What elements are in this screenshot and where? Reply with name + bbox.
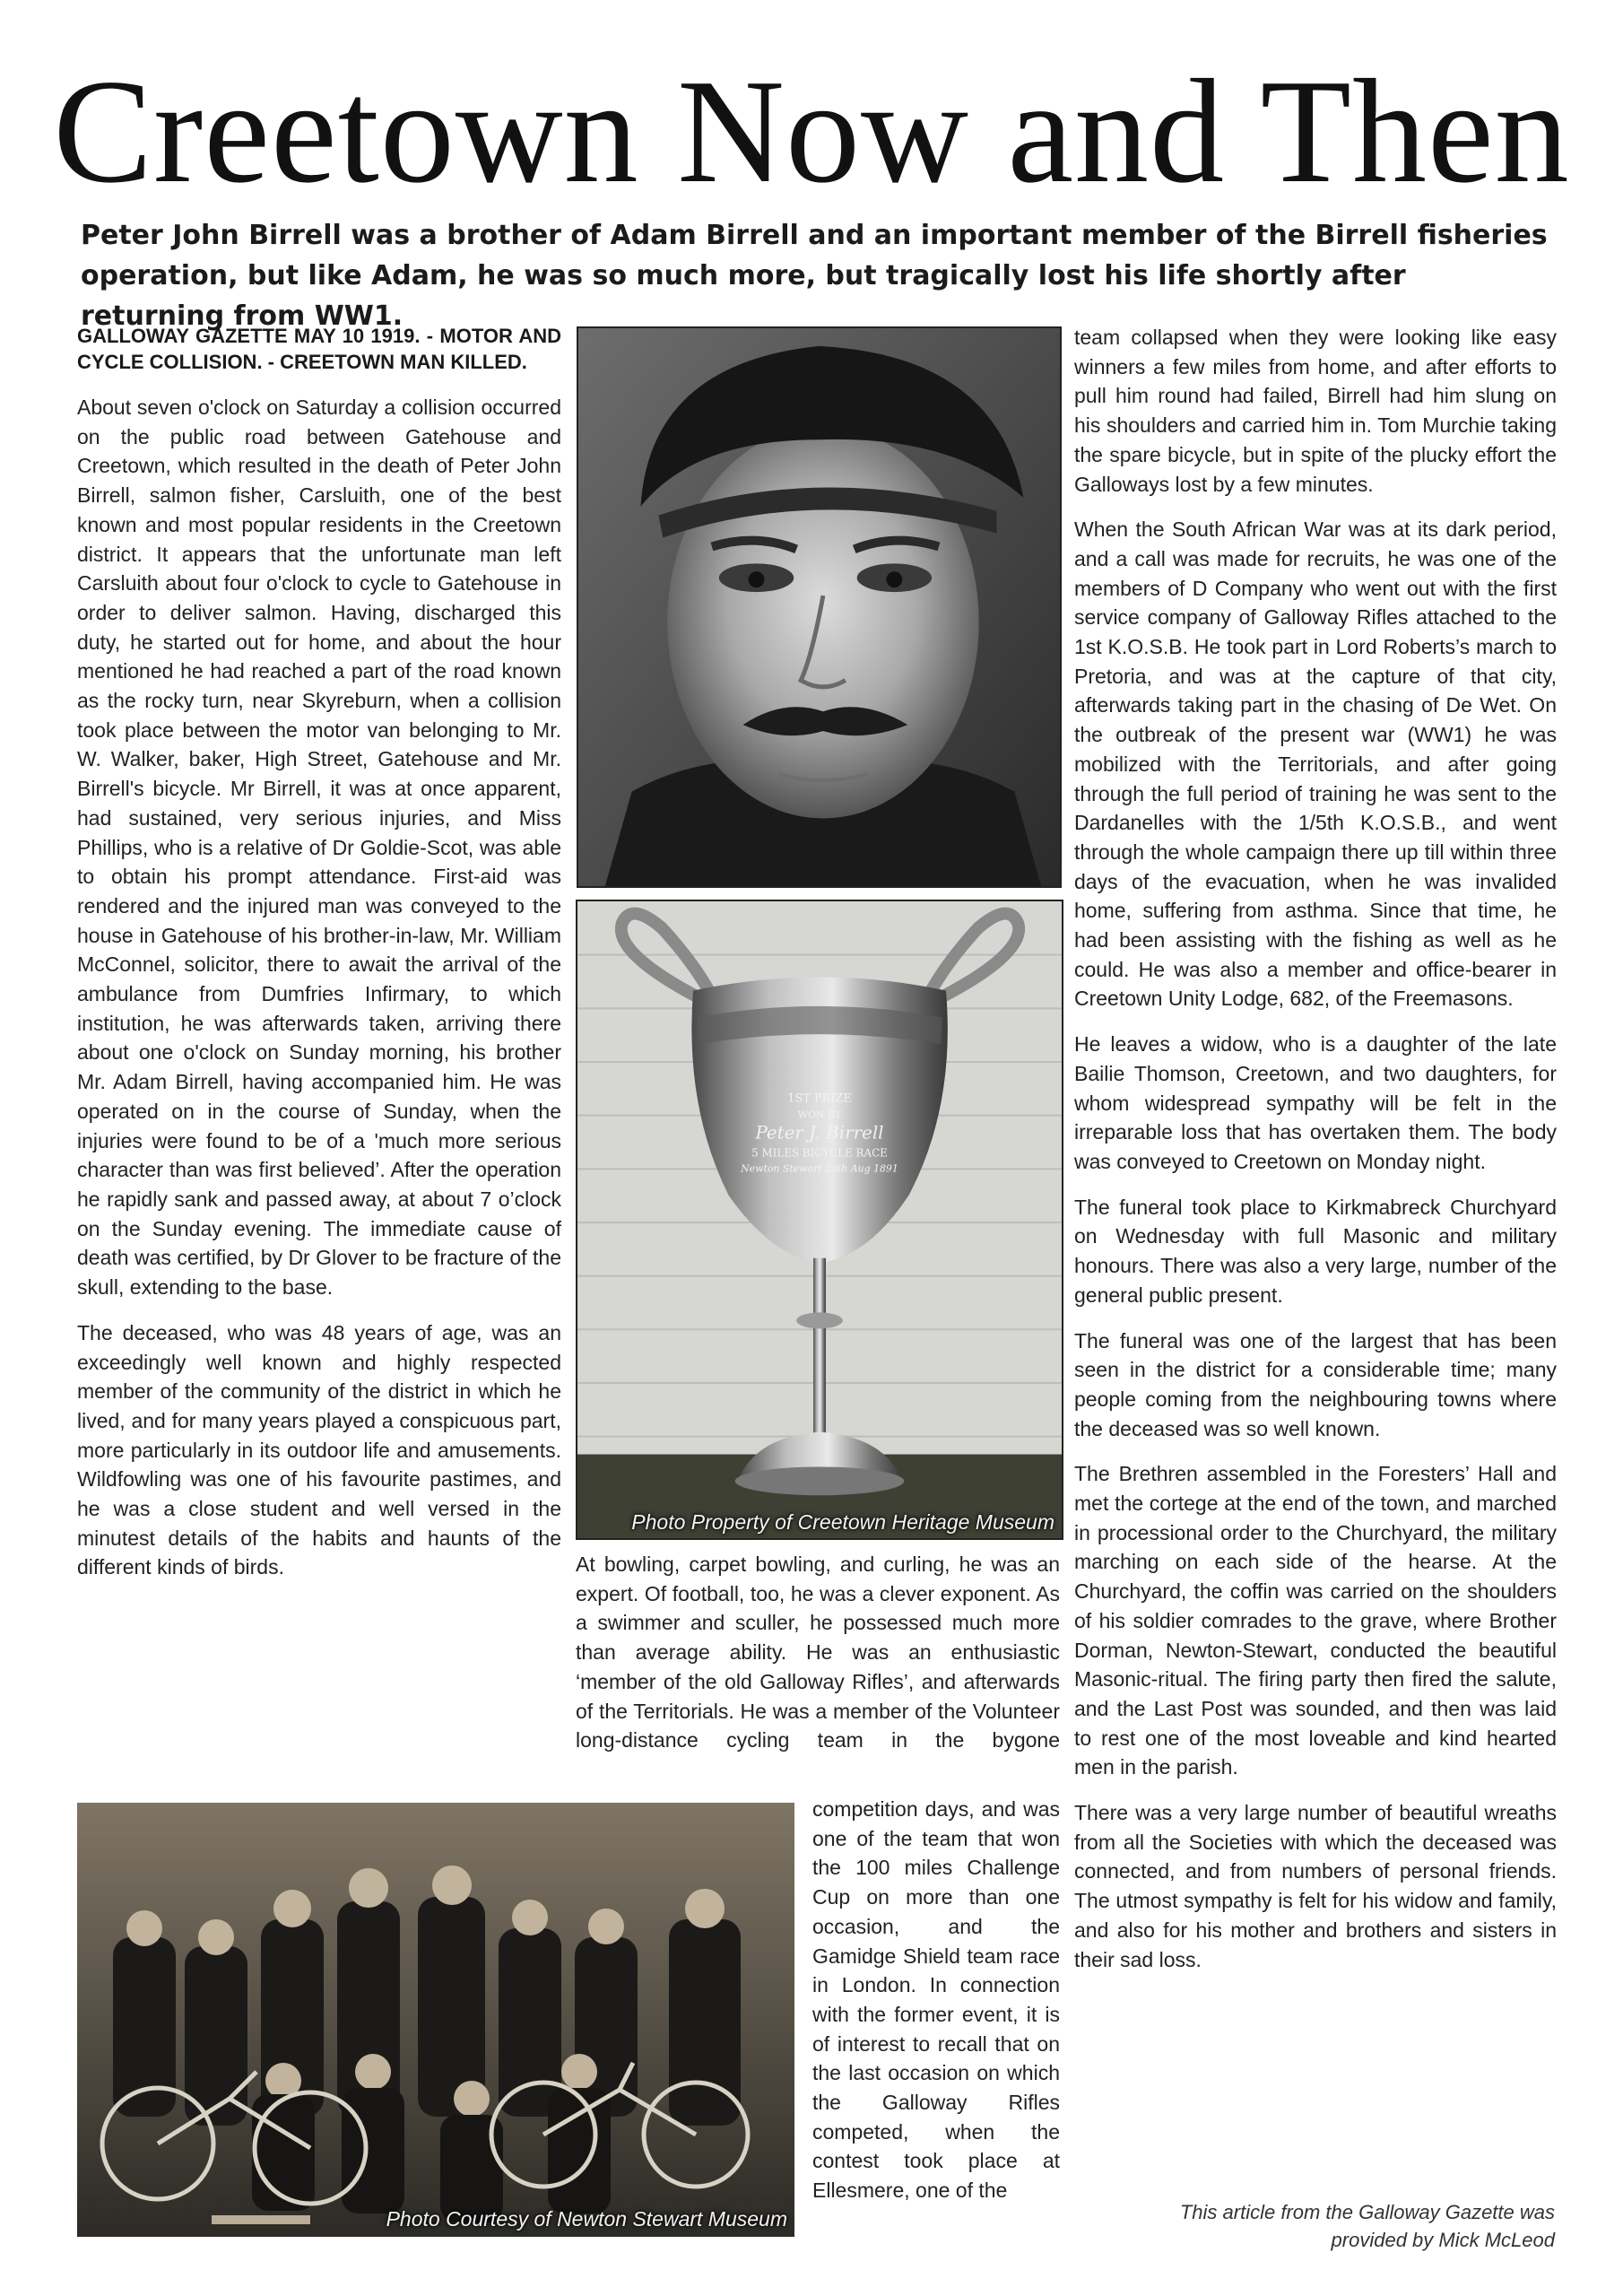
trophy-engraving: WON BY: [797, 1109, 842, 1121]
article-paragraph: At bowling, carpet bowling, and curling, he was an expert. Of football, too, he was a clever exponent. As a swimmer and sculler, he possessed much more than average ability. He was an enthusiastic ‘member of the old Galloway Rifles’, and afterwards of the Territorials. He was a member of the Volunteer long-distance cycling team in the bygone: [576, 1552, 1060, 1752]
article-paragraph: He leaves a widow, who is a daughter of the late Bailie Thomson, Creetown, and two daughters, for whom widespread sympathy will be felt in the irreparable loss that has overtaken them. The body was conveyed to Creetown on Monday night.: [1074, 1032, 1557, 1173]
trophy-engraving: Newton Stewart 20th Aug 1891: [741, 1162, 898, 1175]
article-paragraph: competition days, and was one of the team that won the 100 miles Challenge Cup on more than one occasion, and the Gamidge Shield team race in London. In connection with the former event, it is of interest to recall that on the last occasion on which the Galloway Rifles competed, when the contest took place at Ellesmere, one of the: [812, 1797, 1060, 2203]
article-column-3: [1074, 323, 1557, 1990]
article-paragraph: team collapsed when they were looking like easy winners a few miles from home, and after efforts to pull him round had failed, Birrell had him slung on his shoulders and carried him in. Tom Murchie taking the spare bicycle, but in spite of the plucky effort the Galloways lost by a few minutes.: [1074, 326, 1557, 496]
article-paragraph: When the South African War was at its dark period, and a call was made for recruits, he was one of the members of D Company who went out with the first service company of Galloway Rifles attached to the 1st K.O.S.B. He took part in Lord Roberts’s march to Pretoria, and was at the capture of that city, afterwards taking part in the chasing of De Wet. On the outbreak of the present war (WW1) he was mobilized with the Territorials, and after going through the full period of training he was sent to the Dardanelles with the 1/5th K.O.S.B., and went through the whole campaign there up till within three days of the evacuation, when he was invalided home, suffering from asthma. Since that time, he had been assisting with the fishing as well as he could. He was also a member and office-bearer in Creetown Unity Lodge, 682, of the Freemasons.: [1074, 517, 1557, 1011]
trophy-engraving: 5 MILES BICYCLE RACE: [751, 1146, 888, 1160]
trophy-photo: [576, 900, 1063, 1540]
article-paragraph: The Brethren assembled in the Foresters’ Hall and met the cortege at the end of the town, and marched in processional order to the Churchyard, the military marching on each side of the hearse. At the Churchyard, the coffin was carried on the shoulders of his soldier comrades to the grave, where Brother Dorman, Newton-Stewart, conducted the beautiful Masonic-ritual. The firing party then fired the salute, and the Last Post was sounded, and then was laid to rest one of the most loveable and kind hearted men in the parish.: [1074, 1462, 1557, 1779]
trophy-image: [577, 901, 1062, 1538]
article-paragraph: The funeral was one of the largest that has been seen in the district for a considerable time; many people coming from the neighbouring towns where the deceased was so well known.: [1074, 1328, 1557, 1440]
article-column-2: [576, 1550, 1060, 1771]
article-headline: GALLOWAY GAZETTE MAY 10 1919. - MOTOR AND CYCLE COLLISION. - CREETOWN MAN KILLED.: [77, 325, 561, 373]
article-paragraph: The funeral took place to Kirkmabreck Churchyard on Wednesday with full Masonic and military honours. There was also a very large, number of the general public present.: [1074, 1195, 1557, 1307]
article-paragraph: About seven o'clock on Saturday a collision occurred on the public road between Gatehouse and Creetown, which resulted in the death of Peter John Birrell, salmon fisher, Carsluith, one of the best known and most popular residents in the Creetown district. It appears that the unfortunate man left Carsluith about four o'clock to cycle to Gatehouse in order to deliver salmon. Having, discharged this duty, he started out for home, and about the hour mentioned he had reached a part of the road known as the rocky turn, near Skyreburn, when a collision took place between the motor van belonging to Mr. W. Walker, baker, High Street, Gatehouse and Mr. Birrell's bicycle. Mr Birrell, it was at once apparent, had sustained, very serious injuries, and Miss Phillips, who is a relative of Dr Goldie-Scot, was able to obtain his prompt attendance. First-aid was rendered and the injured man was conveyed to the house in Gatehouse of his brother-in-law, Mr. William McConnel, solicitor, there to await the arrival of the ambulance from Dumfries Infirmary, to which institution, he was afterwards taken, arriving there about one o'clock on Sunday morning, his brother Mr. Adam Birrell, having accompanied him. He was operated on in the course of Sunday, when the injuries were found to be of a 'much more serious character than was first believed’. After the operation he rapidly sank and passed away, at about 7 o’clock on the Sunday evening. The immediate cause of death was certified, by Dr Glover to be fracture of the skull, extending to the base.: [77, 396, 561, 1300]
article-paragraph: The deceased, who was 48 years of age, was an exceedingly well known and highly respected member of the community of the district in which he lived, and for many years played a conspicuous part, more particularly in its outdoor life and amusements. Wildfowling was one of his favourite pastimes, and he was a close student and well versed in the minutest details of the habits and haunts of the different kinds of birds.: [77, 1320, 561, 1579]
portrait-image: [578, 328, 1060, 886]
article-credit-line: This article from the Galloway Gazette was: [1179, 2201, 1555, 2223]
group-photo-caption: Photo Courtesy of Newton Stewart Museum: [386, 2207, 787, 2231]
page-title: Creetown Now and Then: [53, 48, 1570, 213]
page-subtitle: Peter John Birrell was a brother of Adam Birrell and an important member of the Birrell fisheries operation, but like Adam, he was so much more, but tragically lost his life shortly after returning from WW1.: [81, 220, 1548, 332]
trophy-engraving: 1ST PRIZE: [787, 1091, 852, 1106]
group-photo: [77, 1803, 794, 2237]
trophy-engraving: Peter J. Birrell: [755, 1122, 884, 1144]
article-paragraph: There was a very large number of beautiful wreaths from all the Societies with which the deceased was connected, and from numbers of personal friends. The utmost sympathy is felt for his widow and family, and also for his mother and brothers and sisters in their sad loss.: [1074, 1801, 1557, 1971]
portrait-photo: [577, 326, 1062, 888]
article-credit: [1074, 2198, 1555, 2254]
trophy-photo-caption: Photo Property of Creetown Heritage Museum: [631, 1510, 1055, 1534]
article-column-2b: [812, 1795, 1060, 2222]
group-image: [77, 1803, 794, 2237]
article-column-1: [77, 323, 561, 1598]
article-credit-line: provided by Mick McLeod: [1331, 2229, 1555, 2251]
